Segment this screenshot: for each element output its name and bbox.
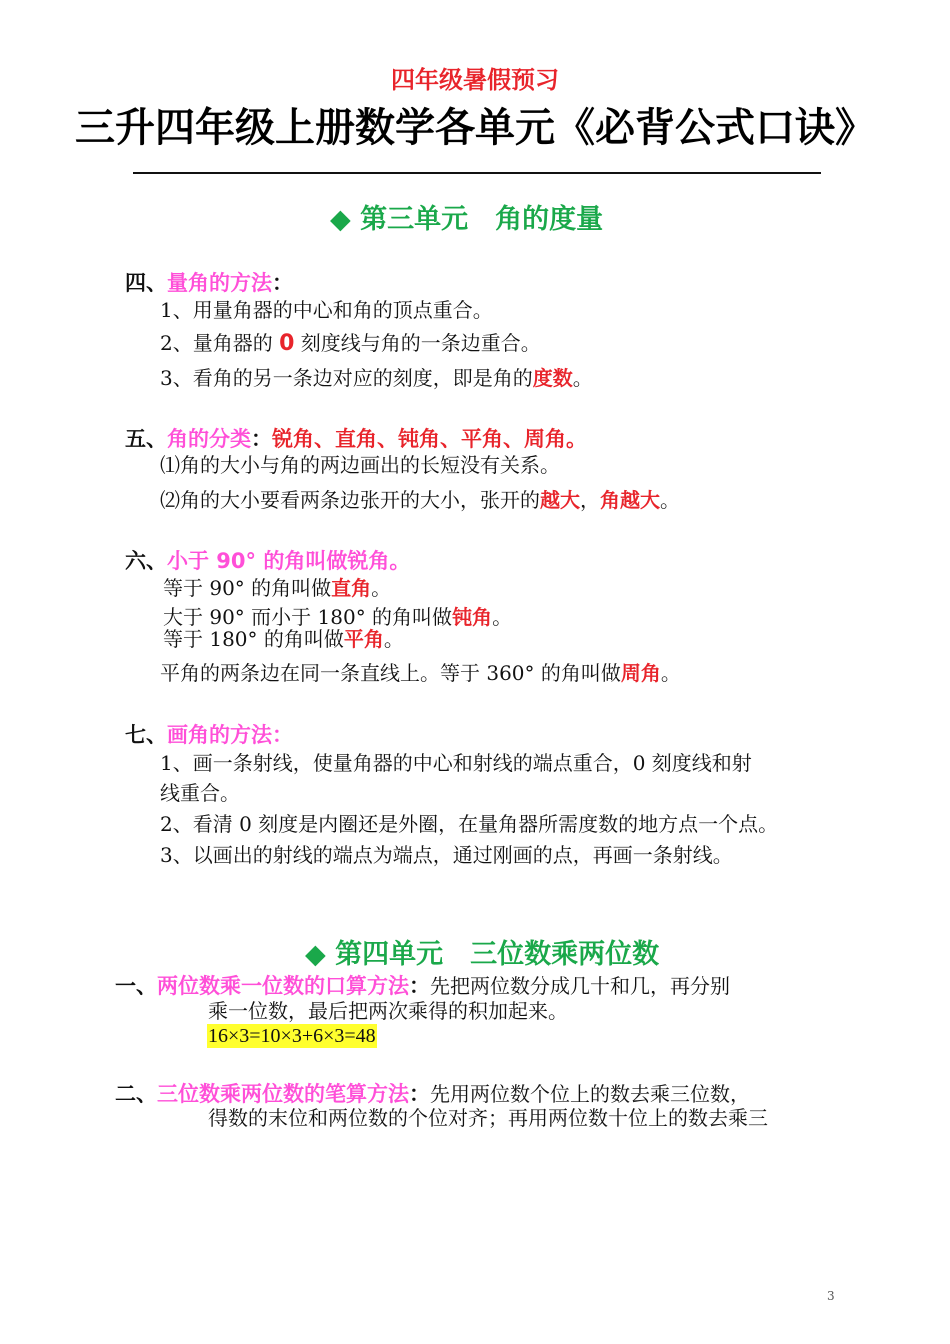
unit4-heading bbox=[305, 932, 659, 971]
highlighted-example: 16×3=10×3+6×3=48 bbox=[208, 1025, 376, 1047]
term-right-angle: 直角 bbox=[331, 576, 372, 600]
u4-s2-text-2: 得数的末位和两位数的个位对齐；再用两位数十位上的数去乘三 bbox=[208, 1106, 768, 1130]
section-6-heading bbox=[125, 545, 410, 575]
u4-s1-text-2: 乘一位数，最后把两次乘得的积加起来。 bbox=[208, 999, 568, 1023]
s6-line-1 bbox=[163, 576, 391, 600]
section-label: 画角的方法： bbox=[167, 723, 293, 747]
s6-line-2-b: 。 bbox=[492, 605, 513, 629]
s7-line-1: 1、画一条射线，使量角器的中心和射线的端点重合，0 刻度线和射 bbox=[160, 751, 752, 775]
s4-line-3 bbox=[160, 366, 593, 390]
section-number: 五、 bbox=[125, 427, 167, 451]
s5-line-2-mid: ， bbox=[580, 488, 600, 512]
s6-line-3-a: 等于 180° 的角叫做 bbox=[163, 627, 344, 651]
s5-line-2 bbox=[160, 488, 680, 512]
s4-line-3-b: 。 bbox=[572, 366, 593, 390]
section-7-heading bbox=[125, 719, 293, 749]
section-colon: ： bbox=[409, 1082, 430, 1106]
u4-section-1-heading bbox=[115, 970, 730, 1000]
page-title: 三升四年级上册数学各单元《必背公式口诀》 bbox=[75, 105, 875, 151]
s5-line-2-b: 。 bbox=[660, 488, 680, 512]
s4-line-2-a: 2、量角器的 bbox=[160, 331, 273, 355]
section-number: 四、 bbox=[125, 271, 167, 295]
u4-s2-text-1: 先用两位数个位上的数去乘三位数， bbox=[430, 1082, 750, 1106]
s6-line-4 bbox=[160, 661, 681, 685]
u4-section-2-heading bbox=[115, 1078, 750, 1108]
zero-mark: 0 bbox=[279, 331, 295, 356]
s6-line-2-a: 大于 90° 而小于 180° 的角叫做 bbox=[163, 605, 453, 629]
s6-line-4-b: 。 bbox=[660, 661, 681, 685]
section-label: 角的分类 bbox=[167, 427, 251, 451]
s7-line-2: 2、看清 0 刻度是内圈还是外圈，在量角器所需度数的地方点一个点。 bbox=[160, 812, 779, 836]
s6-line-2 bbox=[163, 605, 512, 629]
u4-s1-text-1: 先把两位数分成几十和几，再分别 bbox=[430, 974, 730, 998]
section-label: 小于 90° 的角叫做锐角。 bbox=[167, 549, 411, 573]
term-obtuse-angle: 钝角 bbox=[452, 605, 493, 629]
s6-line-4-a: 平角的两条边在同一条直线上。等于 360° 的角叫做 bbox=[160, 661, 621, 685]
s4-line-2-b: 刻度线与角的一条边重合。 bbox=[300, 331, 541, 355]
page-subtitle: 四年级暑假预习 bbox=[391, 66, 559, 94]
term-degree: 度数 bbox=[532, 366, 573, 390]
section-number: 六、 bbox=[125, 549, 167, 573]
s7-line-1b: 线重合。 bbox=[160, 781, 240, 805]
title-divider bbox=[133, 172, 821, 174]
s6-line-3-b: 。 bbox=[383, 627, 404, 651]
term-bigger: 越大 bbox=[540, 488, 580, 512]
section-label: 两位数乘一位数的口算方法 bbox=[157, 974, 409, 998]
section-colon: ： bbox=[251, 427, 272, 451]
s6-line-1-a: 等于 90° 的角叫做 bbox=[163, 576, 332, 600]
section-number: 二、 bbox=[115, 1082, 157, 1106]
s4-line-2 bbox=[160, 331, 541, 356]
s7-line-3: 3、以画出的射线的端点为端点，通过刚画的点，再画一条射线。 bbox=[160, 843, 733, 867]
section-5-heading bbox=[125, 423, 587, 453]
section-colon: ： bbox=[409, 974, 430, 998]
s6-line-1-b: 。 bbox=[371, 576, 392, 600]
s4-line-1: 1、用量角器的中心和角的顶点重合。 bbox=[160, 298, 493, 322]
page-number: 3 bbox=[827, 1289, 835, 1303]
term-straight-angle: 平角 bbox=[343, 627, 384, 651]
section-number: 七、 bbox=[125, 723, 167, 747]
unit4-title: 第四单元 三位数乘两位数 bbox=[335, 939, 660, 970]
section-label: 量角的方法 bbox=[167, 271, 272, 295]
diamond-icon: ◆ bbox=[330, 204, 351, 235]
unit3-title: 第三单元 角的度量 bbox=[360, 204, 604, 235]
section-number: 一、 bbox=[115, 974, 157, 998]
angle-types: 锐角、直角、钝角、平角、周角。 bbox=[272, 427, 587, 451]
term-angle-bigger: 角越大 bbox=[600, 488, 660, 512]
s5-line-2-a: ⑵角的大小要看两条边张开的大小，张开的 bbox=[160, 488, 540, 512]
term-round-angle: 周角 bbox=[620, 661, 661, 685]
s5-line-1: ⑴角的大小与角的两边画出的长短没有关系。 bbox=[160, 453, 560, 477]
section-4-heading bbox=[125, 267, 293, 297]
diamond-icon: ◆ bbox=[305, 939, 326, 970]
s6-line-3 bbox=[163, 627, 404, 651]
section-label: 三位数乘两位数的笔算方法 bbox=[157, 1082, 409, 1106]
unit3-heading bbox=[330, 197, 603, 236]
s4-line-3-a: 3、看角的另一条边对应的刻度，即是角的 bbox=[160, 366, 533, 390]
section-colon: ： bbox=[272, 271, 293, 295]
